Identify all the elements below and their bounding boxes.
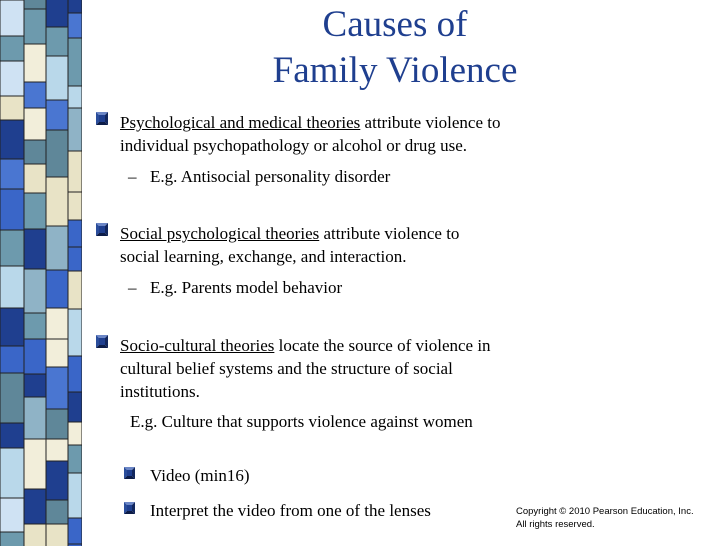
stripe-block (0, 189, 24, 230)
slide-title (180, 2, 610, 94)
stripe-block (68, 309, 82, 356)
stripe-block (0, 346, 24, 373)
stripe-block (24, 229, 46, 269)
bullet-text: cultural belief systems and the structure of social (120, 359, 453, 378)
copyright-line-2: All rights reserved. (516, 519, 595, 530)
square-bullet-icon (124, 501, 135, 513)
term-psychological-medical: Psychological and medical theories (120, 113, 361, 132)
stripe-block (24, 193, 46, 229)
stripe-block (24, 140, 46, 164)
stripe-block (46, 177, 68, 226)
copyright-notice (516, 505, 694, 531)
stripe-block (0, 498, 24, 532)
stripe-block (24, 439, 46, 489)
stripe-block (46, 339, 68, 367)
stripe-block (24, 108, 46, 140)
bullet-text: locate the source of violence in (274, 336, 491, 355)
stripe-block (68, 518, 82, 544)
stripe-block (68, 271, 82, 309)
stripe-block (24, 397, 46, 439)
bullet-text: attribute violence to (360, 113, 501, 132)
square-bullet-icon (124, 466, 135, 478)
slide-title-line-1: Causes of (322, 4, 468, 45)
stripe-block (68, 356, 82, 392)
copyright-line-1: Copyright © 2010 Pearson Education, Inc. (516, 506, 694, 517)
square-bullet-icon (96, 223, 108, 236)
stripe-block (24, 82, 46, 108)
stripe-block (24, 164, 46, 193)
stripe-block (46, 56, 68, 100)
stripe-block (68, 445, 82, 473)
stripe-block (24, 313, 46, 339)
stripe-block (46, 500, 68, 524)
stripe-block (0, 61, 24, 96)
stripe-block (0, 308, 24, 346)
stripe-block (46, 130, 68, 177)
stripe-block (68, 86, 82, 108)
sub-bullet-interpret: Interpret the video from one of the lenses (150, 501, 431, 520)
stripe-block (68, 151, 82, 192)
term-socio-cultural: Socio-cultural theories (120, 336, 275, 355)
stripe-block (0, 373, 24, 423)
stripe-block (24, 9, 46, 44)
bullet-text: attribute violence to (319, 224, 460, 243)
stripe-block (46, 367, 68, 409)
stripe-block (46, 461, 68, 500)
stripe-block (0, 96, 24, 120)
stripe-block (0, 0, 24, 36)
stripe-block (0, 120, 24, 159)
stripe-block (46, 439, 68, 461)
stripe-block (68, 38, 82, 86)
example-text: E.g. Parents model behavior (150, 278, 343, 297)
stripe-block (68, 422, 82, 445)
bullet-text: social learning, exchange, and interaction. (120, 247, 407, 266)
stripe-block (0, 448, 24, 498)
bullet-socio-cultural (120, 334, 590, 403)
stripe-block (24, 0, 46, 9)
stripe-block (68, 247, 82, 271)
stripe-block (24, 489, 46, 524)
stripe-block (46, 100, 68, 130)
stripe-block (46, 524, 68, 546)
bullet-text: institutions. (120, 382, 200, 401)
stripe-block (24, 374, 46, 397)
stripe-block (46, 0, 68, 27)
stripe-block (0, 159, 24, 189)
stripe-block (24, 44, 46, 82)
stripe-block (68, 392, 82, 422)
sub-bullet-video: Video (min16) (150, 466, 250, 485)
stripe-block (24, 524, 46, 546)
square-bullet-icon (96, 335, 108, 348)
bullet-social-psychological (120, 222, 590, 268)
slide-title-line-2: Family Violence (272, 50, 518, 91)
stripe-block (24, 269, 46, 313)
stripe-block (68, 108, 82, 151)
stripe-block (68, 13, 82, 38)
dash: – (128, 278, 137, 297)
stripe-block (24, 339, 46, 374)
dash: – (128, 167, 137, 186)
square-bullet-icon (96, 112, 108, 125)
example-line (128, 165, 390, 188)
example-text: E.g. Antisocial personality disorder (150, 167, 391, 186)
stripe-block (68, 473, 82, 518)
stripe-block (0, 423, 24, 448)
stripe-block (46, 226, 68, 270)
decorative-side-stripe (0, 0, 82, 546)
bullet-text: individual psychopathology or alcohol or drug use. (120, 136, 468, 155)
stripe-block (68, 0, 82, 13)
stripe-block (46, 409, 68, 439)
stripe-block (46, 270, 68, 308)
example-line (128, 276, 342, 299)
stripe-block (0, 230, 24, 266)
term-social-psychological: Social psychological theories (120, 224, 320, 243)
stripe-block (0, 266, 24, 308)
stripe-block (46, 308, 68, 339)
stripe-block (68, 192, 82, 220)
example-line: E.g. Culture that supports violence against women (130, 412, 473, 431)
bullet-psychological-medical (120, 111, 590, 157)
stripe-block (46, 27, 68, 56)
stripe-block (68, 220, 82, 247)
stripe-block (0, 36, 24, 61)
stripe-block (0, 532, 24, 546)
